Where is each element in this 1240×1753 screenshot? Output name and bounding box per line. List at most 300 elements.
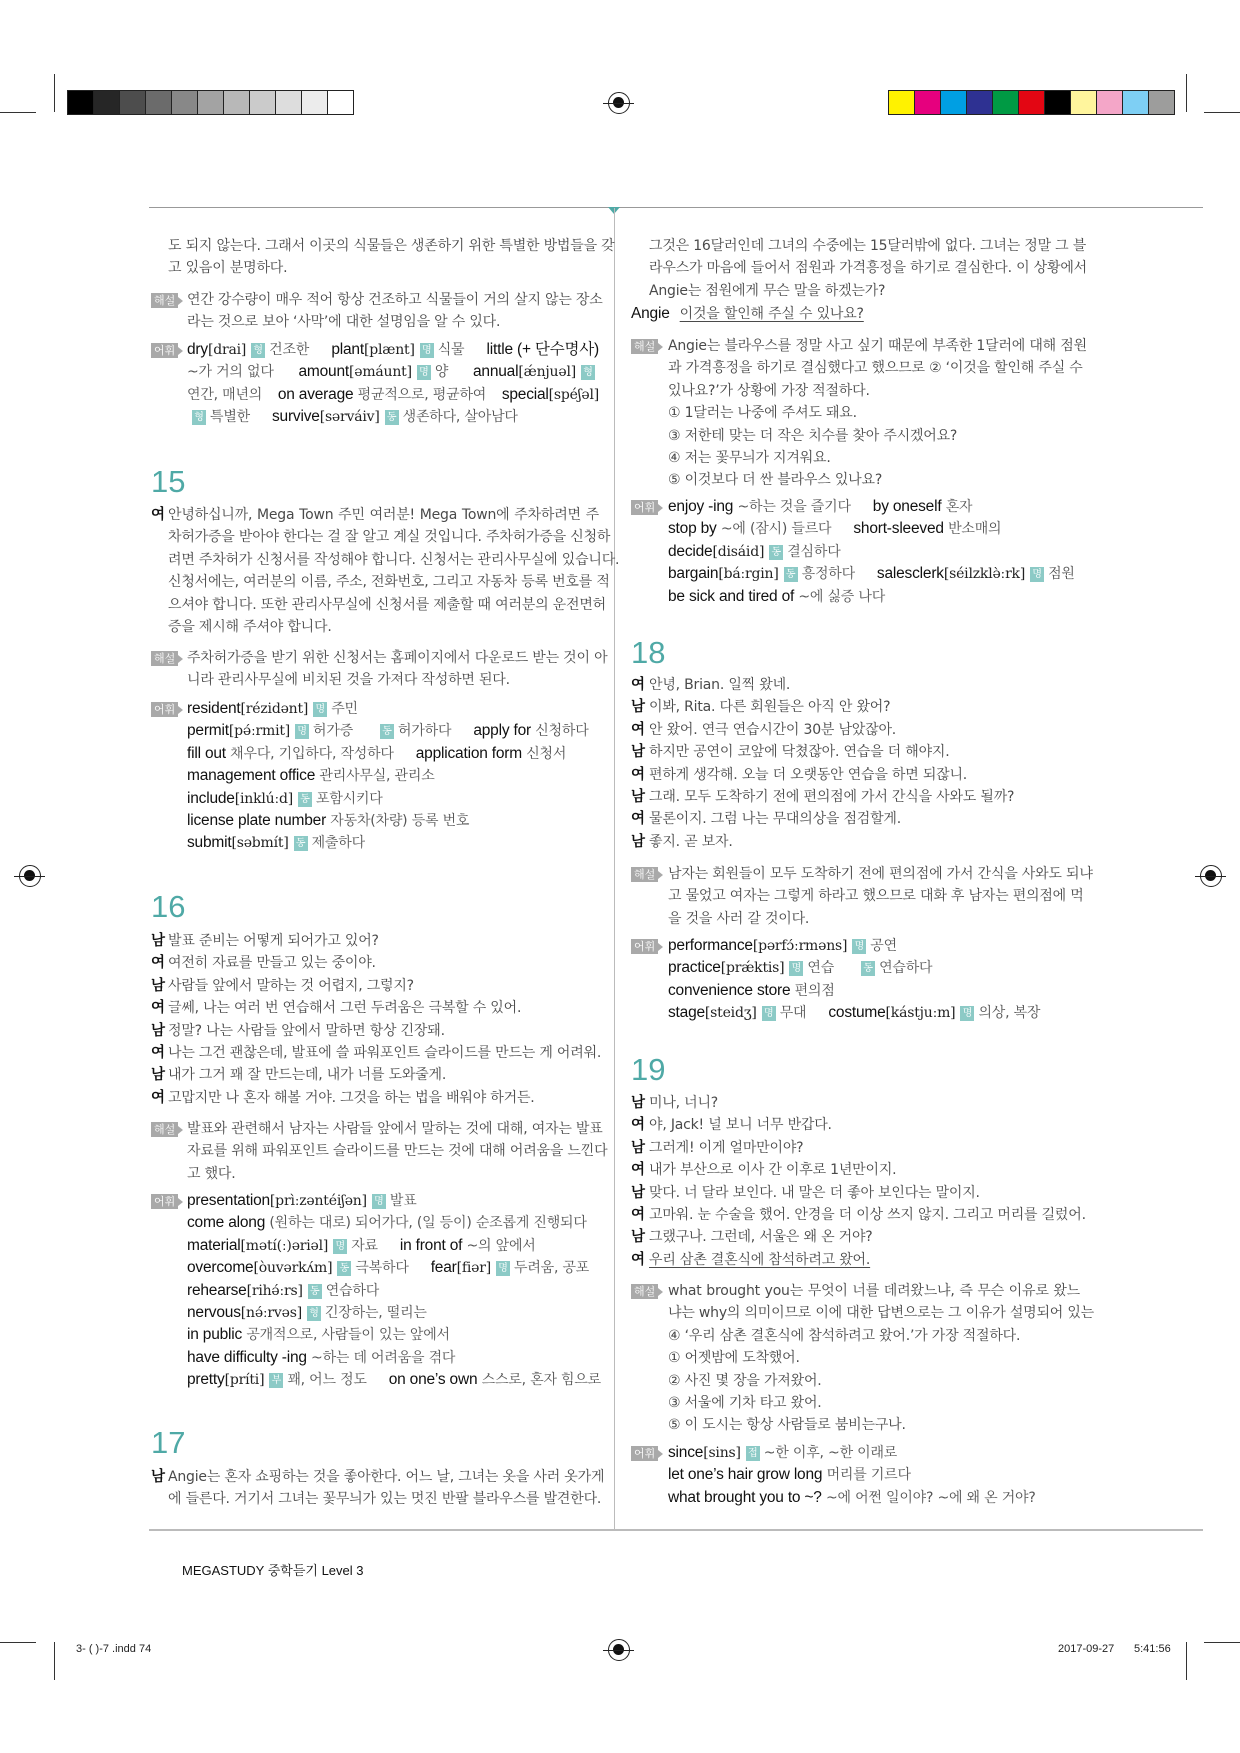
text-line: ① 어젯밤에 도착했어. — [668, 1350, 800, 1367]
vocab-word: what brought you to ~? — [668, 1488, 822, 1506]
text-line: Angie는 블라우스를 정말 사고 싶기 때문에 부족한 1달러에 대해 점원 — [668, 338, 1087, 354]
vocab-meaning: 편의점 — [794, 982, 835, 999]
dialogue-text: 이봐, Rita. 다른 회원들은 아직 안 왔어? — [649, 699, 891, 716]
color-swatch — [992, 90, 1019, 115]
explanation-badge: 해설 — [151, 1122, 178, 1137]
vocab-word: dry — [187, 341, 208, 358]
vocab-entry — [298, 361, 448, 383]
part-of-speech-badge: 형 — [307, 1306, 321, 1321]
registration-mark-icon — [608, 92, 630, 114]
vocab-word: on one’s own — [388, 1371, 478, 1389]
dialogue-line — [151, 1020, 599, 1042]
text-line: Angie는 점원에게 무슨 말을 하겠는가? — [649, 282, 886, 299]
crop-mark — [0, 1642, 36, 1643]
dialogue-text: 물론이지. 그럼 나는 무대의상을 점검할게. — [649, 811, 902, 828]
vocab-word: short-sleeved — [853, 520, 944, 538]
speaker-label: 여 — [631, 1162, 645, 1179]
vocab-entry — [668, 1005, 806, 1021]
vocab-line — [151, 1369, 599, 1391]
vocab-word: overcome — [187, 1259, 254, 1277]
left-block-dialogue — [151, 1466, 605, 1511]
dialogue-line — [151, 549, 620, 571]
vocab-pronunciation: [pə́ːrmit] — [228, 723, 291, 740]
vocab-pronunciation: [drai] — [207, 342, 247, 358]
vocab-meaning: ~에 (잠시) 들르다 — [720, 521, 832, 538]
vocabulary-badge: 어휘 — [151, 343, 178, 358]
vocab-meaning: 신청서 — [526, 745, 567, 762]
vocab-word: management office — [187, 767, 316, 785]
color-swatch — [1018, 90, 1045, 115]
left-block-heading — [151, 890, 599, 924]
vocab-line — [631, 541, 1080, 563]
speaker-label: 남 — [151, 1067, 165, 1084]
vocab-word: have difficulty -ing — [187, 1348, 307, 1366]
vocab-entry — [668, 589, 885, 605]
vocab-entry — [187, 339, 309, 361]
vocab-word: costume — [828, 1004, 886, 1022]
part-of-speech-badge: 동 — [784, 567, 798, 582]
vocab-entry — [668, 521, 831, 537]
vocab-entry — [187, 1372, 367, 1388]
part-of-speech-badge: 동 — [298, 792, 312, 807]
dialogue-text: 야, Jack! 널 보니 너무 반갑다. — [649, 1117, 832, 1134]
part-of-speech-badge: 명 — [762, 1006, 776, 1021]
right-block-explain — [631, 863, 1093, 930]
color-swatch — [301, 90, 328, 115]
text-line: ⑤ 이것보다 더 싼 블라우스 있나요? — [668, 472, 883, 489]
vocab-word: presentation — [187, 1192, 270, 1209]
color-swatch — [1122, 90, 1149, 115]
vocab-meaning: 주민 — [331, 701, 358, 717]
dialogue-line — [631, 1114, 1080, 1136]
vocab-pronunciation: [pərfɔ́ːrməns] — [752, 938, 848, 954]
right-block-vocab — [631, 1442, 1080, 1509]
crop-mark — [0, 112, 36, 113]
vocab-word: apply for — [473, 722, 531, 740]
vocab-entry — [187, 768, 435, 784]
vocabulary-badge: 어휘 — [631, 500, 658, 515]
vocab-meaning: 의상, 복장 — [978, 1005, 1041, 1022]
dialogue-text: 나는 그건 괜찮은데, 발표에 쓸 파워포인트 슬라이드를 만드는 게 어려워. — [168, 1044, 602, 1061]
dialogue-text: 좋지. 곧 보자. — [649, 833, 733, 850]
vocabulary-badge: 어휘 — [631, 1446, 658, 1461]
vocab-entry — [668, 960, 834, 976]
part-of-speech-badge: 명 — [420, 343, 434, 358]
right-block-para — [631, 235, 1087, 302]
vocab-word: convenience store — [668, 981, 791, 999]
vocab-word: plant — [331, 341, 364, 358]
vocab-word: stop by — [668, 520, 717, 538]
part-of-speech-badge: 접 — [746, 1446, 760, 1461]
vocab-entry — [668, 499, 851, 515]
vocab-word: nervous — [187, 1303, 241, 1321]
right-block-answer — [631, 303, 1080, 325]
dialogue-text: 안 왔어. 연극 연습시간이 30분 남았잖아. — [649, 721, 897, 738]
crop-mark — [1186, 1642, 1187, 1680]
color-swatch — [171, 90, 198, 115]
dialogue-text: 고마워. 눈 수술을 했어. 안경을 더 이상 쓰지 않지. 그리고 머리를 길렀어. — [649, 1206, 1086, 1223]
dialogue-text: 발표 준비는 어떻게 되어가고 있어? — [168, 933, 379, 949]
color-swatch — [1070, 90, 1097, 115]
vocab-pronunciation: [əmáunt] — [348, 364, 412, 381]
text-line: 발표와 관련해서 남자는 사람들 앞에서 말하는 것에 대해, 여자는 발표 — [187, 1121, 603, 1137]
vocab-line — [151, 1302, 599, 1324]
speaker-label: 남 — [631, 1184, 645, 1201]
question-number: 17 — [151, 1425, 186, 1460]
dialogue-text: 내가 그거 꽤 잘 만드는데, 내가 너를 도와줄게. — [168, 1067, 447, 1084]
vocab-entry — [668, 1445, 897, 1461]
text-line: 냐는 why의 의미이므로 이에 대한 답변으로는 그 이유가 설명되어 있는 — [668, 1305, 1095, 1322]
part-of-speech-badge: 명 — [960, 1006, 974, 1021]
dialogue-text: 하지만 공연이 코앞에 닥쳤잖아. 연습을 더 해야지. — [649, 744, 950, 761]
right-block-dialogue — [631, 1092, 1086, 1271]
dialogue-text: 안녕하십니까, Mega Town 주민 여러분! Mega Town에 주차하려면 주 — [168, 507, 599, 523]
speaker-label: 여 — [631, 677, 645, 693]
vocab-line — [631, 935, 1080, 957]
vocab-entry — [187, 835, 365, 851]
vocab-entry — [187, 361, 274, 383]
explanation-badge: 해설 — [151, 293, 178, 308]
dialogue-text: 그랬구나. 그런데, 서울은 왜 온 거야? — [649, 1229, 873, 1246]
speaker-label: 남 — [631, 699, 645, 716]
vocab-pronunciation: [plænt] — [363, 342, 415, 358]
vocab-pronunciation: [príti] — [224, 1372, 265, 1389]
vocab-meaning: ~하는 데 어려움을 겪다 — [311, 1349, 456, 1366]
explanation-badge: 해설 — [151, 651, 178, 666]
dialogue-line — [151, 1488, 602, 1510]
speaker-label: 여 — [151, 955, 165, 972]
part-of-speech-badge: 명 — [852, 939, 866, 954]
vocab-meaning: ~에 어쩐 일이야? ~에 왜 온 거야? — [826, 1489, 1036, 1506]
vocab-meaning: 신청하다 — [535, 723, 589, 740]
vocab-word: permit — [187, 722, 229, 740]
part-of-speech-badge: 명 — [417, 365, 431, 380]
speaker-label: 여 — [631, 811, 645, 828]
left-block-vocab — [151, 1190, 599, 1392]
vocab-entry — [400, 1238, 536, 1254]
vocab-line — [631, 980, 1080, 1002]
vocab-meaning: 자동차(차량) 등록 번호 — [330, 812, 470, 829]
text-line: 그것은 16달러인데 그녀의 수중에는 15달러밖에 없다. 그녀는 정말 그 블 — [649, 238, 1087, 254]
dialogue-line — [151, 1064, 599, 1086]
speaker-label: 여 — [631, 1251, 645, 1268]
text-line: 도 되지 않는다. 그래서 이곳의 식물들은 생존하기 위한 특별한 방법들을 갖 — [168, 238, 615, 254]
vocab-meaning: ~하는 것을 즐기다 — [737, 499, 851, 515]
text-line: ④ 저는 꽃무늬가 지겨워요. — [668, 449, 831, 466]
vocab-entry — [873, 499, 973, 515]
vocab-pronunciation: [disáid] — [712, 543, 765, 560]
vocab-pronunciation: [rihə́ːrs] — [246, 1282, 303, 1299]
left-block-explain — [151, 289, 603, 334]
right-block-vocab — [631, 496, 1080, 608]
crop-mark — [54, 74, 55, 112]
text-line: 주차허가증을 받기 위한 신청서는 홈페이지에서 다운로드 받는 것이 아 — [187, 650, 608, 666]
left-block-heading — [151, 1426, 599, 1460]
vocab-meaning: 양 — [434, 364, 449, 381]
dialogue-text: 편하게 생각해. 오늘 더 오랫동안 연습을 하면 되잖니. — [649, 766, 968, 783]
part-of-speech-badge: 명 — [295, 724, 309, 739]
vocab-line — [631, 1442, 1080, 1464]
speaker-label: 여 — [151, 1089, 165, 1106]
answer-speaker: Angie — [631, 305, 670, 322]
registration-mark-icon — [19, 865, 41, 887]
vocab-word: special — [501, 385, 549, 403]
dialogue-line — [631, 1226, 1080, 1248]
part-of-speech-badge: 명 — [496, 1261, 510, 1276]
dialogue-line — [631, 786, 1080, 808]
text-line: 연간 강수량이 매우 적어 항상 건조하고 식물들이 거의 살지 않는 장소 — [187, 292, 603, 308]
vocab-meaning: 두려움, 공포 — [514, 1260, 590, 1277]
vocab-entry — [187, 1193, 417, 1209]
vocab-meaning: ~가 거의 없다 — [187, 364, 274, 381]
vocab-meaning: 점원 — [1048, 566, 1075, 583]
vocab-meaning: 공개적으로, 사람들이 있는 앞에서 — [246, 1327, 450, 1344]
vocab-line — [151, 1347, 599, 1369]
vocab-meaning: 긴장하는, 떨리는 — [324, 1304, 427, 1321]
color-swatch — [940, 90, 967, 115]
part-of-speech-badge: 형 — [581, 365, 595, 380]
color-swatch — [197, 90, 224, 115]
answer-line — [631, 303, 1080, 325]
color-swatch — [966, 90, 993, 115]
dialogue-text: 안녕, Brian. 일찍 왔네. — [649, 677, 791, 693]
dialogue-line — [631, 719, 1080, 741]
vocab-word: bargain — [668, 565, 719, 583]
text-line: ③ 서울에 기차 타고 왔어. — [668, 1394, 822, 1411]
vocab-pronunciation: [steidʒ] — [704, 1005, 757, 1022]
vocab-line — [631, 957, 1080, 979]
vocab-line — [151, 765, 599, 787]
vocab-pronunciation: [spéʃəl] — [548, 386, 599, 403]
vocab-meaning: 발표 — [389, 1193, 417, 1209]
vocab-word: material — [187, 1236, 241, 1254]
text-line: 라우스가 마음에 들어서 점원과 가격흥정을 하기로 결심한다. 이 상황에서 — [649, 260, 1087, 277]
speaker-label: 남 — [631, 1139, 645, 1156]
dialogue-line — [631, 1159, 1080, 1181]
question-number: 15 — [151, 464, 186, 499]
dialogue-line — [631, 764, 1080, 786]
color-swatch — [119, 90, 146, 115]
left-block-vocab — [151, 339, 599, 429]
part-of-speech-badge: 형 — [251, 343, 265, 358]
vocab-pronunciation: [fiər] — [456, 1260, 491, 1277]
vocab-line — [151, 1212, 599, 1234]
registration-mark-icon — [608, 1639, 630, 1661]
vocab-entry — [187, 1350, 455, 1366]
dialogue-text: 그러게! 이게 얼마만이야? — [649, 1139, 804, 1156]
vocab-line — [151, 406, 599, 428]
left-block-explain — [151, 647, 608, 692]
vocab-entry — [187, 384, 262, 406]
vocab-word: little (+ 단수명사) — [486, 341, 599, 358]
vocab-word: practice — [668, 959, 721, 977]
vocab-meaning: 채우다, 기입하다, 작성하다 — [230, 745, 394, 762]
text-line: 라는 것으로 보아 ‘사막’에 대한 설명임을 알 수 있다. — [187, 314, 501, 331]
right-block-vocab — [631, 935, 1080, 1025]
vocab-meaning: 허가하다 — [398, 723, 452, 740]
vocab-line — [151, 361, 599, 383]
speaker-label: 남 — [631, 1095, 645, 1111]
dialogue-line — [631, 808, 1080, 830]
part-of-speech-badge: 동 — [861, 961, 875, 976]
vocab-word: be sick and tired of — [668, 587, 795, 605]
vocab-word: since — [668, 1444, 704, 1461]
right-block-heading — [631, 1053, 1080, 1087]
crop-mark — [1204, 1642, 1240, 1643]
speaker-label: 남 — [631, 788, 645, 805]
dialogue-text: 사람들 앞에서 말하는 것 어렵지, 그렇지? — [168, 977, 414, 994]
text-line: 과 가격흥정을 하기로 결심했다고 했으므로 ② ‘이것을 할인해 주실 수 — [668, 360, 1083, 377]
vocab-entry — [431, 1260, 589, 1276]
color-swatch — [145, 90, 172, 115]
vocab-meaning: 건조한 — [269, 342, 310, 358]
color-swatch — [914, 90, 941, 115]
vocab-line — [151, 1190, 599, 1212]
dialogue-line — [151, 1466, 605, 1488]
dialogue-line — [631, 1182, 1080, 1204]
dialogue-line — [151, 975, 599, 997]
left-block-explain — [151, 1118, 608, 1185]
vocab-meaning: 꽤, 어느 정도 — [287, 1372, 367, 1389]
part-of-speech-badge: 동 — [294, 836, 308, 851]
vocab-meaning: 흥정하다 — [801, 566, 855, 583]
text-line: 니라 관리사무실에 비치된 것을 가져다 작성하면 된다. — [187, 672, 510, 689]
vocab-word: let one’s hair grow long — [668, 1466, 823, 1484]
vocab-meaning: 결심하다 — [787, 543, 841, 560]
vocab-entry — [856, 960, 932, 976]
vocab-meaning: 반소매의 — [948, 521, 1002, 538]
vocab-entry — [187, 1260, 409, 1276]
part-of-speech-badge: 동 — [380, 724, 394, 739]
left-block-dialogue — [151, 504, 620, 638]
vocab-pronunciation: [nə́ːrvəs] — [240, 1304, 302, 1321]
dialogue-line — [151, 1087, 599, 1109]
vocab-meaning: 극복하다 — [355, 1260, 409, 1277]
slug-filename: 3- ( )-7 .indd 74 — [76, 1643, 152, 1655]
text-line: 자료를 위해 파워포인트 슬라이드를 만드는 것에 대해 어려움을 느낀다 — [187, 1143, 608, 1160]
vocabulary-badge: 어휘 — [151, 702, 178, 717]
vocab-entry — [187, 1238, 378, 1254]
vocab-entry — [668, 566, 855, 582]
text-line: 고 있음이 분명하다. — [168, 260, 288, 277]
vocab-meaning: 스스로, 혼자 힘으로 — [481, 1372, 601, 1389]
part-of-speech-badge: 형 — [192, 410, 206, 425]
vocab-meaning: 공연 — [870, 938, 897, 954]
vocabulary-badge: 어휘 — [151, 1194, 178, 1209]
vocab-entry — [278, 384, 486, 406]
vocab-word: include — [187, 789, 235, 807]
vocab-entry — [187, 1305, 427, 1321]
registration-mark-icon — [1200, 865, 1222, 887]
speaker-label: 여 — [631, 721, 645, 738]
vocab-meaning: 혼자 — [945, 499, 973, 515]
dialogue-line — [151, 504, 599, 526]
vocab-word: survive — [271, 408, 320, 426]
question-number: 16 — [151, 889, 186, 924]
right-block-explain — [631, 335, 1087, 492]
vocab-entry — [389, 1372, 601, 1388]
color-swatch — [1044, 90, 1071, 115]
text-line: 남자는 회원들이 모두 도착하기 전에 편의점에 가서 간식을 사와도 되냐 — [668, 866, 1093, 882]
text-line: 있나요?’가 상황에 가장 적절하다. — [668, 382, 870, 399]
part-of-speech-badge: 동 — [308, 1284, 322, 1299]
speaker-label: 남 — [151, 977, 165, 994]
color-swatch — [327, 90, 354, 115]
dialogue-text: 글쎄, 나는 여러 번 연습해서 그런 두려움은 극복할 수 있어. — [168, 1000, 522, 1017]
answer-text: 이것을 할인해 주실 수 있나요? — [679, 306, 864, 322]
vocab-entry — [187, 409, 250, 425]
question-number: 19 — [631, 1052, 666, 1087]
dialogue-text: 맞다. 너 달라 보인다. 내 말은 더 좋아 보인다는 말이지. — [649, 1184, 980, 1201]
vocab-entry — [187, 701, 358, 717]
dialogue-text: 내가 부산으로 이사 간 이후로 1년만이지. — [649, 1162, 897, 1179]
vocab-word: by oneself — [872, 498, 942, 515]
column-divider — [614, 208, 615, 1530]
color-swatch — [1096, 90, 1123, 115]
vocab-entry — [187, 1327, 450, 1343]
vocab-word: pretty — [187, 1371, 225, 1389]
question-number: 18 — [631, 635, 666, 670]
vocab-word: fear — [430, 1259, 457, 1277]
dialogue-line — [631, 1137, 1080, 1159]
vocab-pronunciation: [prǽktis] — [720, 960, 785, 977]
vocab-meaning: 연습하다 — [325, 1282, 380, 1299]
dialogue-text: 에 들른다. 거기서 그녀는 꽃무늬가 있는 멋진 반팔 블라우스를 발견한다. — [168, 1491, 602, 1508]
part-of-speech-badge: 명 — [1030, 567, 1044, 582]
color-swatch — [249, 90, 276, 115]
dialogue-line — [631, 1249, 1080, 1271]
speaker-label: 남 — [631, 1229, 645, 1246]
speaker-label: 남 — [631, 833, 645, 850]
text-line: 고 물었고 여자는 그렇게 하라고 했으므로 대화 후 남자는 편의점에 먹 — [668, 888, 1084, 905]
text-line: ① 1달러는 나중에 주셔도 돼요. — [668, 405, 857, 422]
dialogue-line — [631, 696, 1080, 718]
vocab-word: annual — [473, 363, 519, 381]
crop-mark — [54, 1642, 55, 1680]
vocab-meaning: 허가증 — [313, 723, 354, 740]
vocab-line — [631, 1002, 1080, 1024]
vocab-pronunciation: [séilzklə̀ːrk] — [943, 566, 1026, 583]
speaker-label: 남 — [151, 1022, 165, 1039]
right-block-heading — [631, 636, 1080, 670]
dialogue-line — [151, 997, 599, 1019]
vocab-line — [151, 1257, 599, 1279]
dialogue-line — [151, 616, 599, 638]
vocab-entry — [502, 384, 599, 406]
slug-date: 2017-09-27 — [1058, 1643, 1115, 1655]
vocab-meaning: 연습 — [807, 960, 835, 977]
speaker-label: 여 — [631, 1117, 645, 1134]
vocab-meaning: 제출하다 — [311, 835, 365, 852]
vocab-line — [631, 1464, 1080, 1486]
dialogue-line — [631, 674, 1080, 696]
vocab-meaning: 특별한 — [210, 409, 250, 426]
footer-title: MEGASTUDY 중학듣기 Level 3 — [182, 1563, 364, 1578]
vocab-meaning: ~한 이후, ~한 이래로 — [763, 1445, 898, 1461]
dialogue-text: 신청서에는, 여러분의 이름, 주소, 전화번호, 그리고 자동차 등록 번호를 적 — [168, 574, 610, 591]
vocab-line — [151, 1235, 599, 1257]
dialogue-text: 으셔야 합니다. 또한 관리사무실에 신청서를 제출할 때 여러분의 운전면허 — [168, 596, 606, 613]
vocab-pronunciation: [sərváiv] — [319, 409, 380, 426]
vocab-entry — [473, 723, 588, 739]
vocab-line — [151, 832, 599, 854]
vocab-entry — [668, 983, 835, 999]
dialogue-text: 증을 제시해 주셔야 합니다. — [168, 618, 332, 635]
vocab-entry — [853, 521, 1001, 537]
left-block-dialogue — [151, 930, 602, 1109]
vocabulary-badge: 어휘 — [631, 939, 658, 954]
dialogue-line — [631, 831, 1080, 853]
